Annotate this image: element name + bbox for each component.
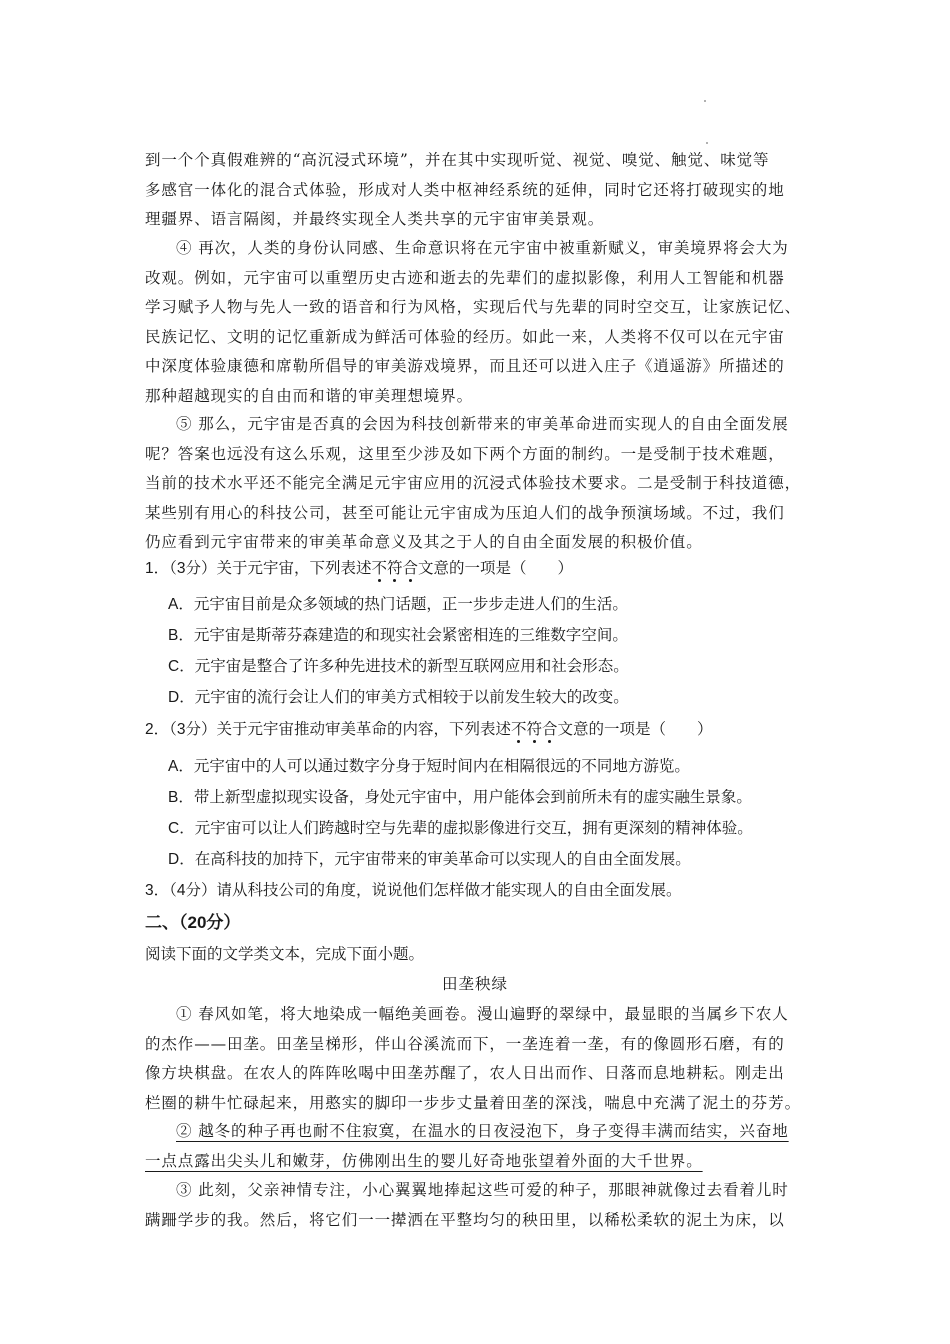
option-b[interactable]: B．带上新型虚拟现实设备，身处元宇宙中，用户能体会到前所未有的虚实融生景象。 bbox=[168, 789, 752, 806]
question-3: 3．（4分）请从科技公司的角度，说说他们怎样做才能实现人的自由全面发展。 bbox=[145, 882, 682, 899]
emphasis-char: 符 bbox=[527, 717, 543, 739]
text-line: ⑤ 那么，元宇宙是否真的会因为科技创新带来的审美革命进而实现人的自由全面发展 bbox=[176, 415, 789, 433]
option-a[interactable]: A．元宇宙目前是众多领域的热门话题，正一步步走进人们的生活。 bbox=[168, 596, 628, 613]
question-1 bbox=[145, 556, 573, 578]
option-b[interactable]: B．元宇宙是斯蒂芬森建造的和现实社会紧密相连的三维数字空间。 bbox=[168, 627, 628, 644]
emphasis-char: 不 bbox=[511, 717, 527, 739]
text-line: 中深度体验康德和席勒所倡导的审美游戏境界，而且还可以进入庄子《逍遥游》所描述的 bbox=[145, 357, 785, 376]
text-line: 的杰作——田垄。田垄呈梯形，伴山谷溪流而下，一垄连着一垄，有的像圆形石磨，有的 bbox=[145, 1034, 785, 1053]
paragraph-continued bbox=[145, 146, 805, 235]
paragraph-5 bbox=[145, 410, 805, 558]
text-line: 某些别有用心的科技公司，甚至可能让元宇宙成为压迫人们的战争预演场域。不过，我们 bbox=[145, 503, 785, 522]
article-paragraph-1 bbox=[145, 1000, 805, 1118]
article-paragraph-3 bbox=[145, 1176, 805, 1235]
underlined-line: ② 越冬的种子再也耐不住寂寞，在温水的日夜浸泡下，身子变得丰满而结实，兴奋地 bbox=[176, 1122, 789, 1140]
question-2 bbox=[145, 717, 713, 739]
emphasis-char: 合 bbox=[403, 556, 419, 578]
scan-speck bbox=[704, 100, 706, 102]
scan-speck bbox=[706, 142, 708, 144]
text-line: 那种超越现实的自由而和谐的审美理想境界。 bbox=[145, 386, 474, 405]
question-text: 2．（3分）关于元宇宙推动审美革命的内容，下列表述 bbox=[145, 721, 511, 738]
text-line: 学习赋予人物与先人一致的语音和行为风格，实现后代与先辈的同时空交互，让家族记忆、 bbox=[145, 298, 802, 317]
paragraph-4 bbox=[145, 234, 805, 412]
option-d[interactable]: D．元宇宙的流行会让人们的审美方式相较于以前发生较大的改变。 bbox=[168, 689, 629, 706]
emphasis-char: 合 bbox=[542, 717, 558, 739]
emphasis-char: 不 bbox=[372, 556, 388, 578]
text-line: 改观。例如，元宇宙可以重塑历史古迹和逝去的先辈们的虚拟影像，利用人工智能和机器 bbox=[145, 268, 785, 287]
question-text: 文意的一项是（ ） bbox=[418, 560, 574, 577]
question-text: 1．（3分）关于元宇宙，下列表述 bbox=[145, 560, 372, 577]
text-line: ④ 再次，人类的身份认同感、生命意识将在元宇宙中被重新赋义，审美境界将会大为 bbox=[176, 239, 789, 257]
text-line: 栏圈的耕牛忙碌起来，用憨实的脚印一步步丈量着田垄的深浅，喘息中充满了泥土的芬芳。 bbox=[145, 1093, 802, 1112]
option-c[interactable]: C．元宇宙可以让人们跨越时空与先辈的虚拟影像进行交互，拥有更深刻的精神体验。 bbox=[168, 820, 753, 837]
text-line: 呢？答案也远没有这么乐观，这里至少涉及如下两个方面的制约。一是受制于技术难题， bbox=[145, 444, 785, 463]
underlined-line: 一点点露出尖头儿和嫩芽，仿佛刚出生的婴儿好奇地张望着外面的大千世界。 bbox=[145, 1151, 703, 1170]
article-paragraph-2 bbox=[145, 1117, 805, 1176]
text-line: 多感官一体化的混合式体验，形成对人类中枢神经系统的延伸，同时它还将打破现实的地 bbox=[145, 180, 785, 199]
text-line: 像方块棋盘。在农人的阵阵吆喝中田垄苏醒了，农人日出而作、日落而息地耕耘。刚走出 bbox=[145, 1064, 785, 1083]
text-line: ① 春风如笔，将大地染成一幅绝美画卷。漫山遍野的翠绿中，最显眼的当属乡下农人 bbox=[176, 1005, 789, 1023]
text-line: ③ 此刻，父亲神情专注，小心翼翼地捧起这些可爱的种子，那眼神就像过去看着儿时 bbox=[176, 1181, 789, 1199]
text-line: 理疆界、语言隔阂，并最终实现全人类共享的元宇宙审美景观。 bbox=[145, 210, 605, 229]
section-heading: 二、（20分） bbox=[145, 913, 241, 932]
text-line: 当前的技术水平还不能完全满足元宇宙应用的沉浸式体验技术要求。二是受制于科技道德， bbox=[145, 474, 802, 493]
option-a[interactable]: A．元宇宙中的人可以通过数字分身于短时间内在相隔很远的不同地方游览。 bbox=[168, 758, 690, 775]
emphasis-char: 符 bbox=[387, 556, 403, 578]
article-title: 田垄秧绿 bbox=[441, 975, 508, 993]
text-line: 民族记忆、文明的记忆重新成为鲜活可体验的经历。如此一来，人类将不仅可以在元宇宙 bbox=[145, 327, 785, 346]
section-instruction: 阅读下面的文学类文本，完成下面小题。 bbox=[145, 946, 425, 963]
text-line: 仍应看到元宇宙带来的审美革命意义及其之于人的自由全面发展的积极价值。 bbox=[145, 533, 703, 552]
option-c[interactable]: C．元宇宙是整合了许多种先进技术的新型互联网应用和社会形态。 bbox=[168, 658, 629, 675]
question-text: 文意的一项是（ ） bbox=[557, 721, 713, 738]
text-line: 蹒跚学步的我。然后，将它们一一撵洒在平整均匀的秧田里，以稀松柔软的泥土为床，以 bbox=[145, 1210, 785, 1229]
text-line: 到一个个真假难辨的“高沉浸式环境”，并在其中实现听觉、视觉、嗅觉、触觉、味觉等 bbox=[145, 151, 770, 169]
option-d[interactable]: D．在高科技的加持下，元宇宙带来的审美革命可以实现人的自由全面发展。 bbox=[168, 851, 691, 868]
